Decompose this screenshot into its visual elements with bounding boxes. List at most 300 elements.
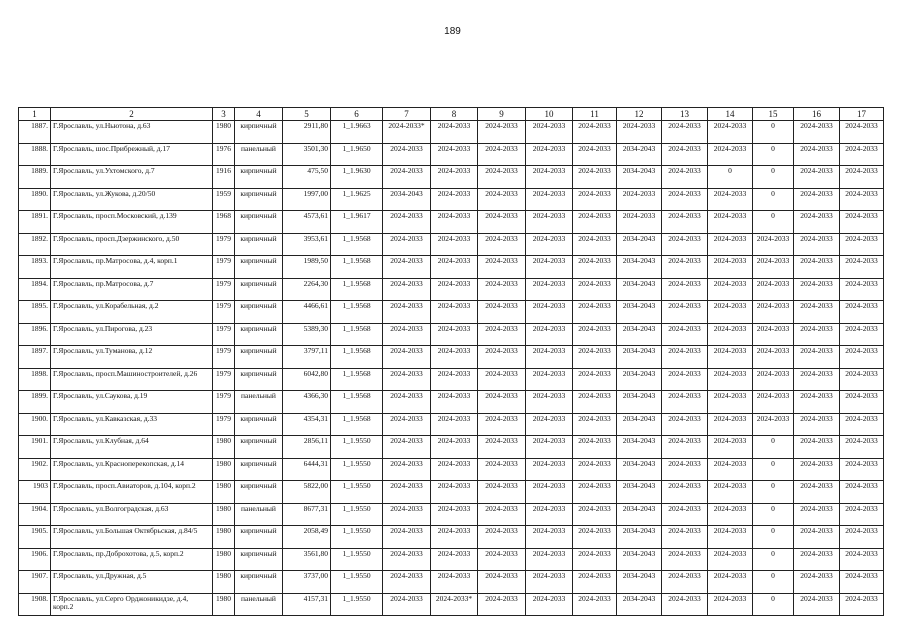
- period-cell: 2024-2033: [708, 323, 753, 346]
- material-cell: кирпичный: [235, 278, 283, 301]
- table-row: [19, 503, 884, 526]
- period-cell: 2024-2033: [708, 121, 753, 144]
- period-cell: 2024-2033: [753, 346, 794, 369]
- period-cell: 2024-2033: [478, 121, 526, 144]
- material-cell: кирпичный: [235, 121, 283, 144]
- column-number-header: 16: [794, 108, 840, 121]
- area-cell: 4157,31: [283, 593, 331, 616]
- material-cell: кирпичный: [235, 413, 283, 436]
- period-cell: 2024-2033: [526, 256, 573, 279]
- period-cell: 2024-2033: [662, 211, 708, 234]
- address-cell: Г.Ярославль, просп.Авиаторов, д.104, корп.2: [51, 481, 213, 504]
- row-number: 1896.: [19, 323, 51, 346]
- period-cell: 0: [753, 548, 794, 571]
- period-cell: 2024-2033: [840, 211, 884, 234]
- row-number: 1892.: [19, 233, 51, 256]
- period-cell: 2024-2033: [662, 278, 708, 301]
- area-cell: 8677,31: [283, 503, 331, 526]
- period-cell: 2024-2033: [526, 593, 573, 616]
- index-cell: 1_1.9568: [331, 323, 383, 346]
- period-cell: 2024-2033*: [431, 593, 478, 616]
- material-cell: кирпичный: [235, 166, 283, 189]
- period-cell: 2024-2033: [526, 121, 573, 144]
- year-cell: 1980: [213, 436, 235, 459]
- address-cell: Г.Ярославль, ул.Большая Октябрьская, д.84/5: [51, 526, 213, 549]
- period-cell: 2024-2033: [526, 323, 573, 346]
- column-number-header: 15: [753, 108, 794, 121]
- period-cell: 0: [753, 211, 794, 234]
- row-number: 1895.: [19, 301, 51, 324]
- year-cell: 1980: [213, 571, 235, 594]
- year-cell: 1979: [213, 233, 235, 256]
- table-row: [19, 548, 884, 571]
- period-cell: 2024-2033: [383, 346, 431, 369]
- period-cell: 2024-2033: [573, 593, 617, 616]
- address-cell: Г.Ярославль, пр.Доброхотова, д.5, корп.2: [51, 548, 213, 571]
- table-row: [19, 278, 884, 301]
- period-cell: 2024-2033: [708, 278, 753, 301]
- year-cell: 1976: [213, 143, 235, 166]
- period-cell: 0: [753, 526, 794, 549]
- material-cell: кирпичный: [235, 188, 283, 211]
- table-row: [19, 233, 884, 256]
- period-cell: 0: [708, 166, 753, 189]
- period-cell: 2024-2033: [708, 436, 753, 459]
- period-cell: 2024-2033: [840, 301, 884, 324]
- period-cell: 2024-2033: [573, 413, 617, 436]
- period-cell: 2024-2033: [708, 571, 753, 594]
- material-cell: кирпичный: [235, 436, 283, 459]
- period-cell: 2024-2033: [753, 391, 794, 414]
- area-cell: 2911,80: [283, 121, 331, 144]
- material-cell: кирпичный: [235, 233, 283, 256]
- period-cell: 2024-2033: [794, 368, 840, 391]
- table-row: [19, 323, 884, 346]
- index-cell: 1_1.9550: [331, 481, 383, 504]
- area-cell: 6042,80: [283, 368, 331, 391]
- period-cell: 2024-2033: [573, 571, 617, 594]
- address-cell: Г.Ярославль, ул.Кавказская, д.33: [51, 413, 213, 436]
- period-cell: 2024-2033: [478, 346, 526, 369]
- period-cell: 2024-2033: [617, 188, 662, 211]
- period-cell: 2024-2033: [573, 346, 617, 369]
- material-cell: кирпичный: [235, 571, 283, 594]
- period-cell: 2024-2033: [431, 143, 478, 166]
- area-cell: 4573,61: [283, 211, 331, 234]
- period-cell: 2024-2033: [662, 503, 708, 526]
- year-cell: 1979: [213, 256, 235, 279]
- index-cell: 1_1.9568: [331, 233, 383, 256]
- area-cell: 3501,30: [283, 143, 331, 166]
- year-cell: 1979: [213, 346, 235, 369]
- index-cell: 1_1.9568: [331, 413, 383, 436]
- index-cell: 1_1.9568: [331, 346, 383, 369]
- row-number: 1901.: [19, 436, 51, 459]
- period-cell: 2034-2043: [617, 256, 662, 279]
- year-cell: 1980: [213, 548, 235, 571]
- period-cell: 2024-2033: [794, 256, 840, 279]
- index-cell: 1_1.9550: [331, 526, 383, 549]
- period-cell: 0: [753, 143, 794, 166]
- table-row: [19, 368, 884, 391]
- period-cell: 2024-2033: [478, 256, 526, 279]
- year-cell: 1916: [213, 166, 235, 189]
- table-body: [19, 121, 884, 616]
- address-cell: Г.Ярославль, ул.Дружная, д.5: [51, 571, 213, 594]
- period-cell: 2024-2033: [840, 368, 884, 391]
- period-cell: 2024-2033: [431, 391, 478, 414]
- period-cell: 2024-2033: [383, 391, 431, 414]
- area-cell: 5822,00: [283, 481, 331, 504]
- period-cell: 2034-2043: [617, 278, 662, 301]
- period-cell: 2024-2033: [478, 436, 526, 459]
- period-cell: 2024-2033: [708, 211, 753, 234]
- period-cell: 2034-2043: [617, 413, 662, 436]
- column-number-header: 6: [331, 108, 383, 121]
- address-cell: Г.Ярославль, шос.Прибрежный, д.17: [51, 143, 213, 166]
- period-cell: 2024-2033: [431, 503, 478, 526]
- period-cell: 2024-2033: [573, 526, 617, 549]
- period-cell: 2024-2033: [526, 458, 573, 481]
- address-cell: Г.Ярославль, пр.Матросова, д.7: [51, 278, 213, 301]
- row-number: 1897.: [19, 346, 51, 369]
- period-cell: 2024-2033: [662, 121, 708, 144]
- index-cell: 1_1.9550: [331, 503, 383, 526]
- period-cell: 2024-2033: [708, 548, 753, 571]
- period-cell: 2024-2033: [708, 593, 753, 616]
- period-cell: 2024-2033: [526, 233, 573, 256]
- index-cell: 1_1.9550: [331, 593, 383, 616]
- period-cell: 2024-2033: [478, 166, 526, 189]
- row-number: 1908.: [19, 593, 51, 616]
- index-cell: 1_1.9550: [331, 458, 383, 481]
- period-cell: 2024-2033: [662, 593, 708, 616]
- table-row: [19, 143, 884, 166]
- year-cell: 1959: [213, 188, 235, 211]
- period-cell: 2024-2033: [840, 481, 884, 504]
- area-cell: 475,50: [283, 166, 331, 189]
- period-cell: 2024-2033: [794, 323, 840, 346]
- column-number-header: 12: [617, 108, 662, 121]
- material-cell: панельный: [235, 503, 283, 526]
- period-cell: 2024-2033: [478, 143, 526, 166]
- period-cell: 2024-2033: [573, 503, 617, 526]
- period-cell: 2024-2033: [383, 301, 431, 324]
- period-cell: 2024-2033: [662, 391, 708, 414]
- period-cell: 2024-2033: [753, 278, 794, 301]
- period-cell: 2024-2033: [662, 346, 708, 369]
- period-cell: 2024-2033: [708, 143, 753, 166]
- period-cell: 2024-2033: [617, 211, 662, 234]
- period-cell: 2024-2033: [708, 346, 753, 369]
- period-cell: 2024-2033: [478, 278, 526, 301]
- period-cell: 2024-2033: [662, 143, 708, 166]
- period-cell: 2024-2033: [526, 143, 573, 166]
- row-number: 1904.: [19, 503, 51, 526]
- area-cell: 4466,61: [283, 301, 331, 324]
- period-cell: 2024-2033: [383, 211, 431, 234]
- period-cell: 2024-2033: [478, 593, 526, 616]
- period-cell: 2024-2033: [662, 323, 708, 346]
- period-cell: 2024-2033: [526, 548, 573, 571]
- area-cell: 6444,31: [283, 458, 331, 481]
- period-cell: 2024-2033: [840, 346, 884, 369]
- column-number-header: 1: [19, 108, 51, 121]
- period-cell: 2024-2033: [383, 166, 431, 189]
- period-cell: 2024-2033: [753, 301, 794, 324]
- period-cell: 2024-2033: [383, 143, 431, 166]
- area-cell: 5389,30: [283, 323, 331, 346]
- period-cell: 2034-2043: [617, 548, 662, 571]
- column-number-header: 14: [708, 108, 753, 121]
- row-number: 1906.: [19, 548, 51, 571]
- material-cell: кирпичный: [235, 458, 283, 481]
- period-cell: 2024-2033: [794, 278, 840, 301]
- period-cell: 2024-2033: [662, 301, 708, 324]
- address-cell: Г.Ярославль, ул.Ньютона, д.63: [51, 121, 213, 144]
- material-cell: кирпичный: [235, 323, 283, 346]
- table-row: [19, 593, 884, 616]
- material-cell: кирпичный: [235, 346, 283, 369]
- period-cell: 2024-2033: [526, 571, 573, 594]
- period-cell: 2024-2033: [794, 526, 840, 549]
- address-cell: Г.Ярославль, ул.Клубная, д.64: [51, 436, 213, 459]
- period-cell: 2024-2033: [573, 211, 617, 234]
- table-row: [19, 458, 884, 481]
- period-cell: 2024-2033: [431, 526, 478, 549]
- row-number: 1900.: [19, 413, 51, 436]
- period-cell: 2024-2033: [526, 368, 573, 391]
- index-cell: 1_1.9568: [331, 368, 383, 391]
- year-cell: 1979: [213, 278, 235, 301]
- period-cell: 2024-2033: [840, 458, 884, 481]
- period-cell: 2024-2033: [573, 548, 617, 571]
- period-cell: 2024-2033: [478, 391, 526, 414]
- period-cell: 2024-2033: [431, 436, 478, 459]
- period-cell: 2024-2033: [840, 436, 884, 459]
- year-cell: 1980: [213, 593, 235, 616]
- index-cell: 1_1.9630: [331, 166, 383, 189]
- table-row: [19, 346, 884, 369]
- row-number: 1887.: [19, 121, 51, 144]
- period-cell: 2024-2033: [431, 413, 478, 436]
- period-cell: 2024-2033: [573, 278, 617, 301]
- row-number: 1888.: [19, 143, 51, 166]
- period-cell: 2024-2033: [526, 436, 573, 459]
- period-cell: 2024-2033: [431, 211, 478, 234]
- period-cell: 2024-2033: [526, 481, 573, 504]
- period-cell: 2024-2033: [573, 481, 617, 504]
- material-cell: кирпичный: [235, 548, 283, 571]
- material-cell: кирпичный: [235, 256, 283, 279]
- period-cell: 2034-2043: [617, 391, 662, 414]
- period-cell: 2024-2033: [840, 413, 884, 436]
- year-cell: 1979: [213, 368, 235, 391]
- period-cell: 2024-2033: [708, 458, 753, 481]
- period-cell: 2024-2033: [840, 548, 884, 571]
- index-cell: 1_1.9568: [331, 256, 383, 279]
- period-cell: 2024-2033: [708, 368, 753, 391]
- period-cell: 2034-2043: [617, 571, 662, 594]
- period-cell: 2024-2033: [526, 526, 573, 549]
- period-cell: 2024-2033: [383, 368, 431, 391]
- index-cell: 1_1.9550: [331, 436, 383, 459]
- table-row: [19, 211, 884, 234]
- period-cell: 2024-2033: [794, 346, 840, 369]
- material-cell: кирпичный: [235, 211, 283, 234]
- row-number: 1903: [19, 481, 51, 504]
- period-cell: 2024-2033: [478, 233, 526, 256]
- address-cell: Г.Ярославль, просп.Дзержинского, д.50: [51, 233, 213, 256]
- period-cell: 2024-2033: [794, 481, 840, 504]
- period-cell: 2024-2033: [662, 548, 708, 571]
- period-cell: 2034-2043: [617, 143, 662, 166]
- period-cell: 2024-2033: [617, 121, 662, 144]
- column-number-header: 7: [383, 108, 431, 121]
- row-number: 1889.: [19, 166, 51, 189]
- period-cell: 2024-2033: [662, 436, 708, 459]
- table-row: [19, 481, 884, 504]
- period-cell: 2024-2033: [431, 301, 478, 324]
- row-number: 1890.: [19, 188, 51, 211]
- year-cell: 1980: [213, 458, 235, 481]
- period-cell: 2024-2033: [708, 481, 753, 504]
- index-cell: 1_1.9568: [331, 301, 383, 324]
- period-cell: 2024-2033: [573, 301, 617, 324]
- period-cell: 2024-2033: [794, 188, 840, 211]
- period-cell: 2034-2043: [383, 188, 431, 211]
- period-cell: 2024-2033: [840, 143, 884, 166]
- period-cell: 2024-2033: [662, 481, 708, 504]
- period-cell: 2024-2033: [753, 368, 794, 391]
- period-cell: 2024-2033: [383, 413, 431, 436]
- address-cell: Г.Ярославль, ул.Жукова, д.20/50: [51, 188, 213, 211]
- row-number: 1894.: [19, 278, 51, 301]
- address-cell: Г.Ярославль, пр.Матросова, д.4, корп.1: [51, 256, 213, 279]
- index-cell: 1_1.9550: [331, 571, 383, 594]
- period-cell: 2024-2033: [573, 368, 617, 391]
- period-cell: 2024-2033: [662, 458, 708, 481]
- material-cell: панельный: [235, 143, 283, 166]
- table-row: [19, 436, 884, 459]
- period-cell: 2024-2033: [478, 188, 526, 211]
- period-cell: 2024-2033: [383, 526, 431, 549]
- year-cell: 1980: [213, 503, 235, 526]
- period-cell: 2024-2033: [573, 391, 617, 414]
- material-cell: кирпичный: [235, 526, 283, 549]
- column-number-header: 17: [840, 108, 884, 121]
- area-cell: 3561,80: [283, 548, 331, 571]
- address-cell: Г.Ярославль, просп.Машиностроителей, д.26: [51, 368, 213, 391]
- period-cell: 2024-2033: [794, 571, 840, 594]
- period-cell: 2034-2043: [617, 166, 662, 189]
- column-number-header: 13: [662, 108, 708, 121]
- period-cell: 2024-2033: [662, 413, 708, 436]
- column-number-header: 9: [478, 108, 526, 121]
- period-cell: 2024-2033: [526, 211, 573, 234]
- period-cell: 2024-2033: [431, 571, 478, 594]
- period-cell: 2024-2033: [526, 391, 573, 414]
- period-cell: 2024-2033: [840, 278, 884, 301]
- area-cell: 1997,00: [283, 188, 331, 211]
- period-cell: 2024-2033: [478, 503, 526, 526]
- period-cell: 2024-2033: [662, 571, 708, 594]
- period-cell: 2024-2033: [840, 121, 884, 144]
- period-cell: 0: [753, 436, 794, 459]
- period-cell: 2034-2043: [617, 436, 662, 459]
- period-cell: 2034-2043: [617, 458, 662, 481]
- period-cell: 2024-2033: [383, 593, 431, 616]
- period-cell: 2024-2033: [794, 503, 840, 526]
- period-cell: 0: [753, 593, 794, 616]
- period-cell: 2024-2033: [708, 413, 753, 436]
- period-cell: 2024-2033: [840, 323, 884, 346]
- period-cell: 2024-2033: [573, 121, 617, 144]
- row-number: 1907.: [19, 571, 51, 594]
- period-cell: 2024-2033: [794, 121, 840, 144]
- period-cell: 2024-2033: [526, 188, 573, 211]
- period-cell: 2024-2033: [708, 503, 753, 526]
- period-cell: 2024-2033: [478, 526, 526, 549]
- period-cell: 2024-2033: [840, 233, 884, 256]
- period-cell: 2024-2033: [573, 233, 617, 256]
- period-cell: 2024-2033: [431, 346, 478, 369]
- period-cell: 2024-2033: [431, 481, 478, 504]
- period-cell: 0: [753, 503, 794, 526]
- index-cell: 1_1.9625: [331, 188, 383, 211]
- period-cell: 2024-2033: [573, 143, 617, 166]
- period-cell: 2024-2033: [383, 256, 431, 279]
- period-cell: 2024-2033: [526, 413, 573, 436]
- period-cell: 2024-2033: [478, 323, 526, 346]
- period-cell: 2034-2043: [617, 346, 662, 369]
- column-number-row: [19, 108, 884, 121]
- period-cell: 2024-2033: [478, 548, 526, 571]
- period-cell: 2024-2033: [526, 301, 573, 324]
- area-cell: 1989,50: [283, 256, 331, 279]
- material-cell: панельный: [235, 593, 283, 616]
- period-cell: 2024-2033: [708, 391, 753, 414]
- table-row: [19, 413, 884, 436]
- period-cell: 2024-2033: [708, 526, 753, 549]
- table-row: [19, 571, 884, 594]
- period-cell: 2024-2033: [662, 166, 708, 189]
- period-cell: 2024-2033: [573, 166, 617, 189]
- table-row: [19, 526, 884, 549]
- table-row: [19, 256, 884, 279]
- period-cell: 2024-2033: [573, 256, 617, 279]
- period-cell: 2024-2033: [526, 346, 573, 369]
- period-cell: 2024-2033: [708, 233, 753, 256]
- table-row: [19, 166, 884, 189]
- address-cell: Г.Ярославль, ул.Пирогова, д.23: [51, 323, 213, 346]
- period-cell: 2024-2033: [383, 503, 431, 526]
- index-cell: 1_1.9650: [331, 143, 383, 166]
- area-cell: 4354,31: [283, 413, 331, 436]
- period-cell: 2034-2043: [617, 593, 662, 616]
- period-cell: 2024-2033: [478, 301, 526, 324]
- period-cell: 2024-2033: [794, 436, 840, 459]
- row-number: 1905.: [19, 526, 51, 549]
- area-cell: 3953,61: [283, 233, 331, 256]
- period-cell: 2024-2033: [431, 233, 478, 256]
- area-cell: 3797,11: [283, 346, 331, 369]
- period-cell: 2024-2033: [526, 166, 573, 189]
- area-cell: 2264,30: [283, 278, 331, 301]
- period-cell: 2034-2043: [617, 301, 662, 324]
- index-cell: 1_1.9568: [331, 391, 383, 414]
- area-cell: 3737,00: [283, 571, 331, 594]
